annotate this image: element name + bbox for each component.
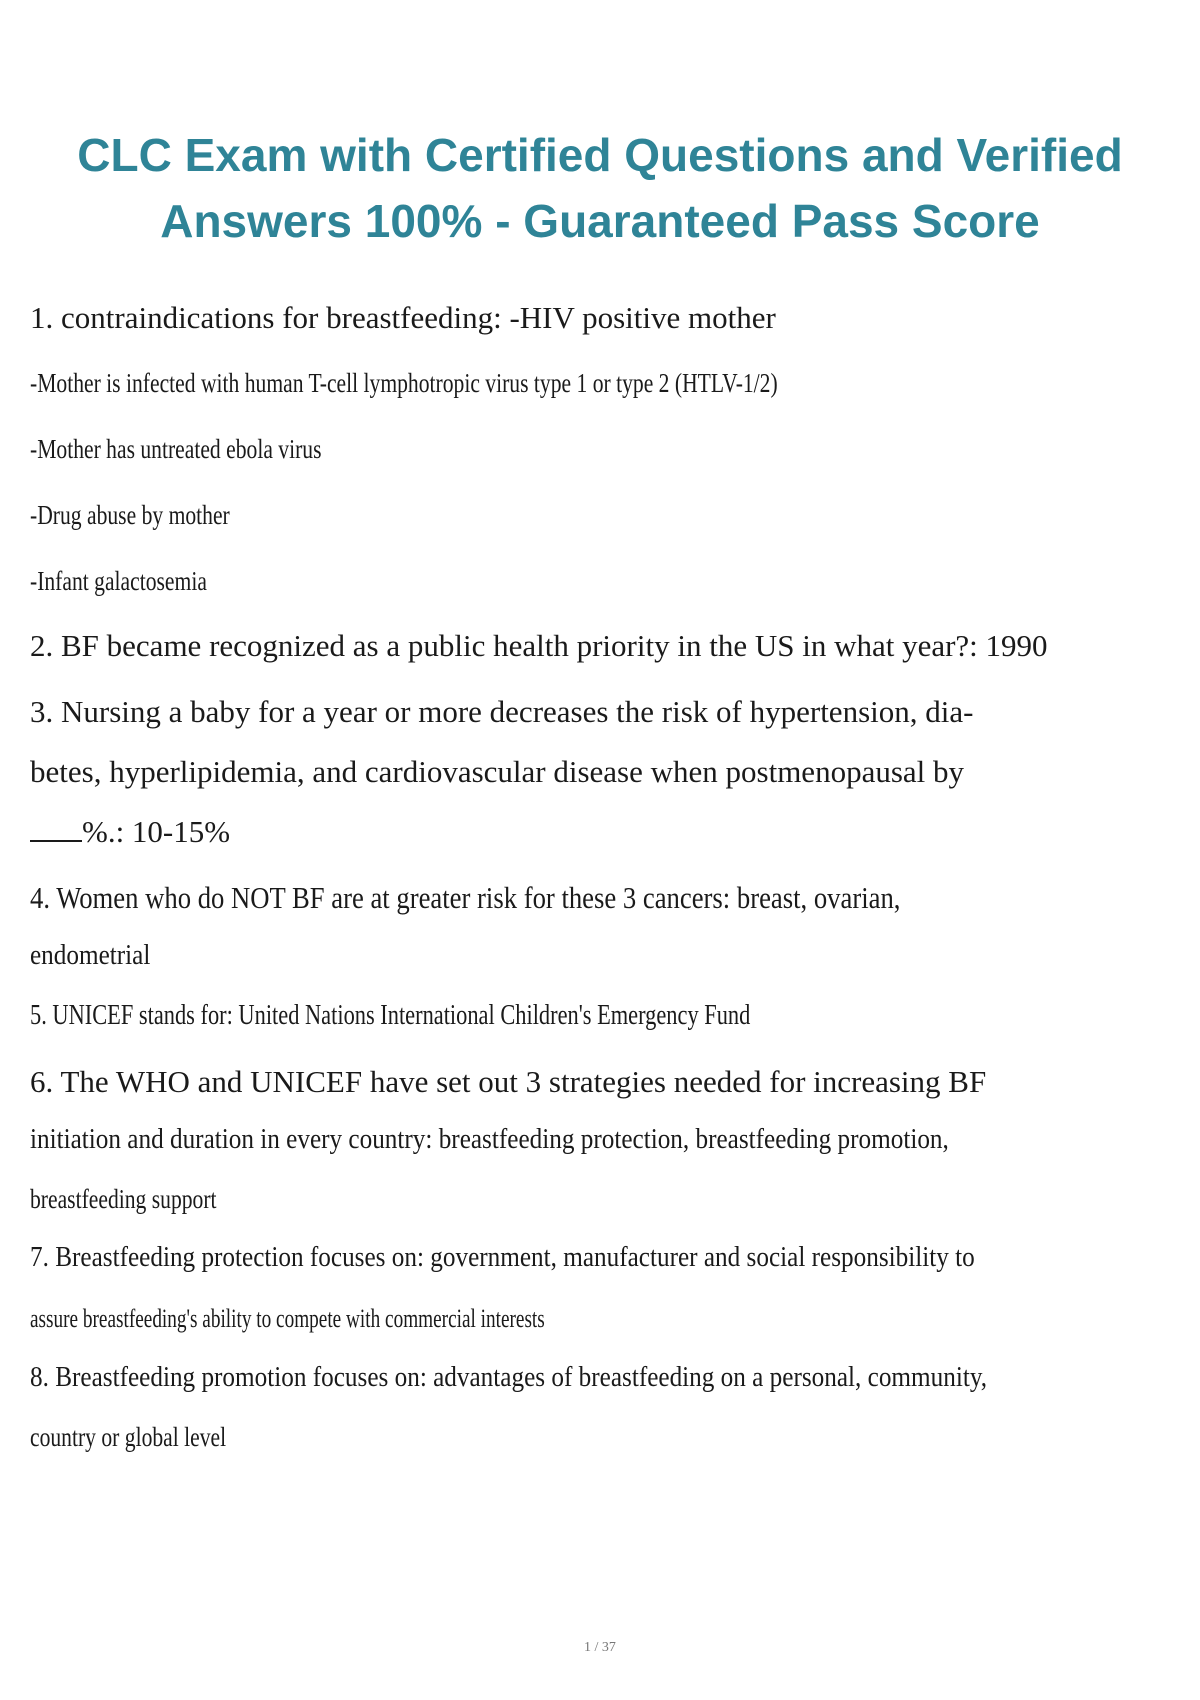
answer-line: assure breastfeeding's ability to compete with commercial interests: [30, 1304, 545, 1333]
question-text: Breastfeeding promotion focuses on: advantages of breastfeeding on a personal, community,: [55, 1362, 988, 1393]
question-1: [30, 300, 776, 336]
answer-line: country or global level: [30, 1422, 227, 1452]
title-line-2: Answers 100% - Guaranteed Pass Score: [160, 195, 1040, 247]
answer-line: [30, 814, 230, 850]
question-text: Women who do NOT BF are at greater risk for these 3 cancers: breast, ovarian,: [56, 880, 901, 915]
question-number: 8.: [30, 1362, 49, 1393]
question-text-continued: betes, hyperlipidemia, and cardiovascular disease when postmenopausal by: [30, 754, 965, 789]
question-number: 7.: [30, 1242, 49, 1273]
question-number: 6.: [30, 1064, 54, 1099]
question-8: [30, 1362, 987, 1394]
question-text: contraindications for breastfeeding: -HIV positive mother: [61, 300, 776, 335]
page-number: 1 / 37: [584, 1640, 616, 1655]
question-7: [30, 1242, 975, 1274]
question-text: BF became recognized as a public health priority in the US in what year?: 1990: [61, 628, 1048, 663]
answer-text: %.: 10-15%: [82, 814, 231, 849]
question-6: [30, 1064, 986, 1100]
question-5: [30, 1000, 750, 1032]
question-2: [30, 628, 1048, 664]
question-text: Nursing a baby for a year or more decreases the risk of hypertension, dia-: [61, 694, 974, 729]
question-text: The WHO and UNICEF have set out 3 strategies needed for increasing BF: [60, 1064, 987, 1099]
question-number: 4.: [30, 880, 50, 915]
question-number: 2.: [30, 628, 54, 663]
question-text: Breastfeeding protection focuses on: government, manufacturer and social responsibility to: [55, 1242, 975, 1273]
question-3: [30, 694, 973, 730]
document-title: [60, 122, 1140, 254]
title-line-1: CLC Exam with Certified Questions and Verified: [77, 129, 1123, 181]
answer-line: -Mother has untreated ebola virus: [30, 434, 322, 464]
answer-line: endometrial: [30, 940, 151, 971]
answer-line: -Infant galactosemia: [30, 566, 207, 596]
question-4: [30, 880, 900, 916]
question-number: 1.: [30, 300, 54, 335]
question-text: UNICEF stands for: United Nations International Children's Emergency Fund: [52, 1000, 751, 1031]
answer-line: breastfeeding support: [30, 1184, 217, 1214]
answer-line: -Drug abuse by mother: [30, 500, 230, 530]
question-number: 3.: [30, 694, 54, 729]
question-number: 5.: [30, 1000, 47, 1031]
answer-line: -Mother is infected with human T-cell lymphotropic virus type 1 or type 2 (HTLV-1/2): [30, 368, 778, 398]
answer-line: initiation and duration in every country: breastfeeding protection, breastfeeding promotion,: [30, 1124, 949, 1155]
fill-in-blank: [30, 836, 82, 842]
